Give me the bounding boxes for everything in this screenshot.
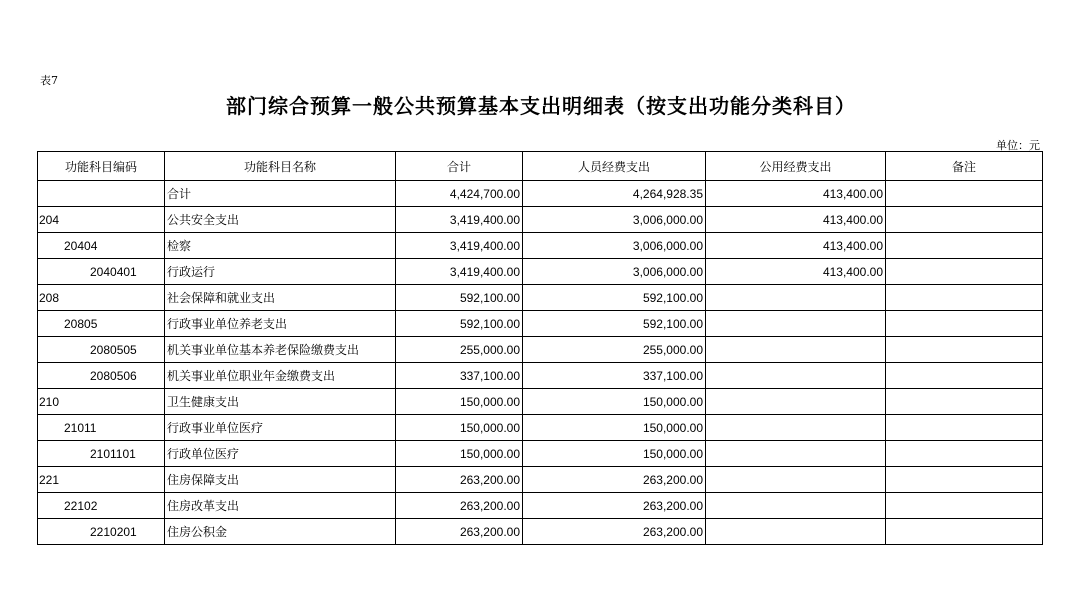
row-public: [706, 363, 886, 389]
table-header-row: [38, 152, 1043, 181]
row-personnel: 263,200.00: [523, 467, 706, 493]
table-row: [38, 493, 1043, 519]
row-name: 合计: [165, 181, 396, 207]
row-code: 2040401: [38, 259, 165, 285]
row-note: [886, 441, 1043, 467]
row-total: 3,419,400.00: [396, 233, 523, 259]
row-public: 413,400.00: [706, 207, 886, 233]
row-code: 2101101: [38, 441, 165, 467]
row-code: 2080506: [38, 363, 165, 389]
row-code: 21011: [38, 415, 165, 441]
row-personnel: 255,000.00: [523, 337, 706, 363]
row-name: 行政事业单位养老支出: [165, 311, 396, 337]
row-code: 2080505: [38, 337, 165, 363]
row-name: 住房公积金: [165, 519, 396, 545]
row-code: 210: [38, 389, 165, 415]
row-note: [886, 285, 1043, 311]
row-personnel: 263,200.00: [523, 519, 706, 545]
row-name: 检察: [165, 233, 396, 259]
column-header-personnel: 人员经费支出: [523, 152, 706, 181]
row-total: 150,000.00: [396, 441, 523, 467]
row-note: [886, 389, 1043, 415]
table-row: [38, 363, 1043, 389]
row-code: 204: [38, 207, 165, 233]
row-personnel: 592,100.00: [523, 311, 706, 337]
row-personnel: 150,000.00: [523, 415, 706, 441]
table-row: [38, 311, 1043, 337]
row-public: [706, 441, 886, 467]
table-row: [38, 441, 1043, 467]
row-public: [706, 311, 886, 337]
row-personnel: 150,000.00: [523, 441, 706, 467]
column-header-note: 备注: [886, 152, 1043, 181]
row-public: [706, 337, 886, 363]
row-public: 413,400.00: [706, 233, 886, 259]
row-total: 592,100.00: [396, 285, 523, 311]
column-header-name: 功能科目名称: [165, 152, 396, 181]
row-note: [886, 259, 1043, 285]
row-personnel: 592,100.00: [523, 285, 706, 311]
row-public: 413,400.00: [706, 181, 886, 207]
row-note: [886, 311, 1043, 337]
row-code: 20404: [38, 233, 165, 259]
row-total: 263,200.00: [396, 467, 523, 493]
table-number: 表7: [40, 74, 58, 87]
table-row: [38, 519, 1043, 545]
row-note: [886, 207, 1043, 233]
row-public: [706, 415, 886, 441]
row-personnel: 263,200.00: [523, 493, 706, 519]
row-total: 263,200.00: [396, 493, 523, 519]
row-name: 机关事业单位职业年金缴费支出: [165, 363, 396, 389]
table-row: [38, 415, 1043, 441]
row-name: 社会保障和就业支出: [165, 285, 396, 311]
row-note: [886, 415, 1043, 441]
row-name: 行政事业单位医疗: [165, 415, 396, 441]
row-name: 住房保障支出: [165, 467, 396, 493]
row-public: [706, 285, 886, 311]
table-row: [38, 181, 1043, 207]
row-code: 2210201: [38, 519, 165, 545]
table-row: [38, 207, 1043, 233]
row-total: 150,000.00: [396, 415, 523, 441]
row-public: [706, 467, 886, 493]
table-body: [38, 181, 1043, 545]
table-row: [38, 259, 1043, 285]
table-row: [38, 389, 1043, 415]
column-header-total: 合计: [396, 152, 523, 181]
row-personnel: 337,100.00: [523, 363, 706, 389]
row-note: [886, 363, 1043, 389]
row-name: 机关事业单位基本养老保险缴费支出: [165, 337, 396, 363]
row-name: 公共安全支出: [165, 207, 396, 233]
row-total: 150,000.00: [396, 389, 523, 415]
row-total: 3,419,400.00: [396, 259, 523, 285]
row-note: [886, 467, 1043, 493]
row-name: 卫生健康支出: [165, 389, 396, 415]
row-code: 208: [38, 285, 165, 311]
row-public: [706, 519, 886, 545]
column-header-code: 功能科目编码: [38, 152, 165, 181]
row-public: 413,400.00: [706, 259, 886, 285]
row-total: 592,100.00: [396, 311, 523, 337]
row-name: 住房改革支出: [165, 493, 396, 519]
table-row: [38, 467, 1043, 493]
table-row: [38, 233, 1043, 259]
row-name: 行政运行: [165, 259, 396, 285]
row-personnel: 3,006,000.00: [523, 259, 706, 285]
table-row: [38, 337, 1043, 363]
row-total: 263,200.00: [396, 519, 523, 545]
row-note: [886, 519, 1043, 545]
row-code: 221: [38, 467, 165, 493]
row-total: 4,424,700.00: [396, 181, 523, 207]
column-header-public: 公用经费支出: [706, 152, 886, 181]
unit-label: 单位：元: [996, 139, 1040, 152]
row-total: 255,000.00: [396, 337, 523, 363]
table-row: [38, 285, 1043, 311]
page-title: 部门综合预算一般公共预算基本支出明细表（按支出功能分类科目）: [226, 94, 856, 118]
row-personnel: 3,006,000.00: [523, 207, 706, 233]
row-note: [886, 233, 1043, 259]
row-personnel: 4,264,928.35: [523, 181, 706, 207]
row-note: [886, 181, 1043, 207]
row-code: 20805: [38, 311, 165, 337]
row-personnel: 150,000.00: [523, 389, 706, 415]
row-total: 3,419,400.00: [396, 207, 523, 233]
row-code: [38, 181, 165, 207]
row-total: 337,100.00: [396, 363, 523, 389]
budget-table: [37, 151, 1043, 545]
row-public: [706, 493, 886, 519]
row-note: [886, 493, 1043, 519]
row-personnel: 3,006,000.00: [523, 233, 706, 259]
row-name: 行政单位医疗: [165, 441, 396, 467]
row-public: [706, 389, 886, 415]
row-code: 22102: [38, 493, 165, 519]
row-note: [886, 337, 1043, 363]
